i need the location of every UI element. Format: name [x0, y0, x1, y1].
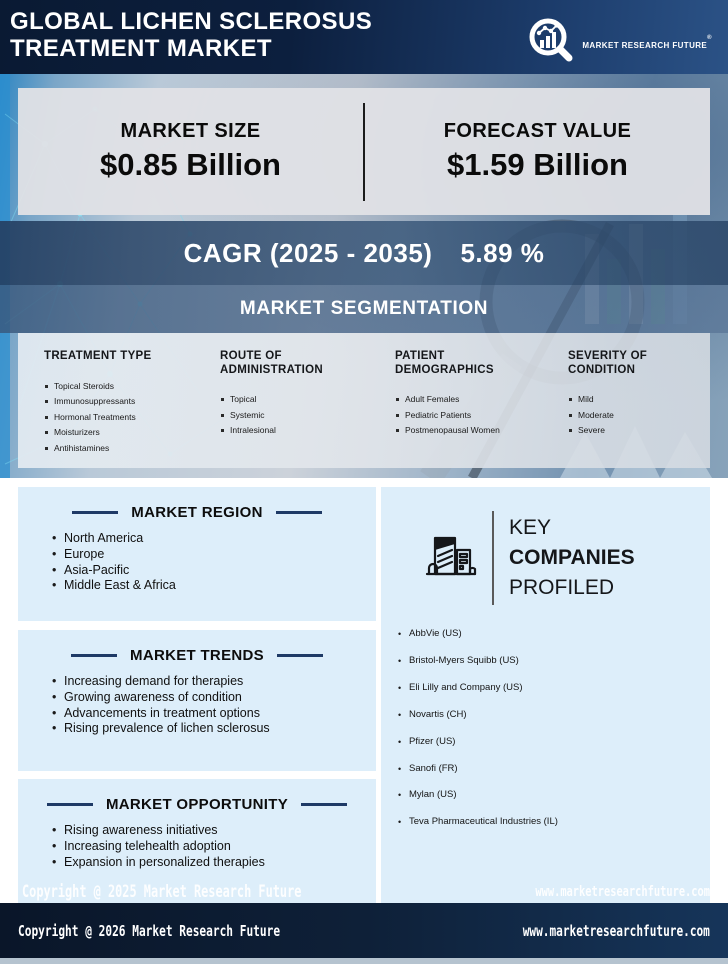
- list-item: • Asia-Pacific: [52, 563, 376, 579]
- list-item: Hormonal Treatments: [44, 410, 202, 426]
- segmentation-column-treatment-type: [26, 350, 202, 468]
- watermark-copyright: Copyright @ 2025 Market Research Future: [22, 882, 302, 902]
- list-item: • Advancements in treatment options: [52, 706, 376, 722]
- list-item: Adult Females: [395, 392, 550, 408]
- key-companies-card: [381, 487, 710, 903]
- segmentation-column-demographics: [377, 350, 550, 468]
- segmentation-list: [220, 392, 377, 439]
- list-item: • Increasing telehealth adoption: [52, 839, 376, 855]
- list-item: • AbbVie (US): [398, 621, 710, 648]
- title-dash-right: [276, 511, 322, 514]
- list-item: • Increasing demand for therapies: [52, 674, 376, 690]
- key-companies-title-line1: KEY: [509, 516, 552, 539]
- bottom-strip: [0, 958, 728, 964]
- list-item: • Growing awareness of condition: [52, 690, 376, 706]
- market-trends-list: [18, 674, 376, 737]
- brand-name: MARKET RESEARCH FUTURE®: [582, 35, 712, 50]
- market-region-list: [18, 531, 376, 594]
- list-item: Topical: [220, 392, 377, 408]
- list-item: • Rising prevalence of lichen sclerosus: [52, 721, 376, 737]
- list-item: • Sanofi (FR): [398, 756, 710, 783]
- stats-card: [18, 88, 710, 215]
- title-dash-left: [71, 654, 117, 657]
- mrf-logo-icon: [527, 16, 575, 69]
- card-title-row: [18, 779, 376, 813]
- list-item: Immunosuppressants: [44, 394, 202, 410]
- market-size-label: MARKET SIZE: [120, 120, 261, 142]
- segmentation-list: [44, 379, 202, 457]
- list-item: Mild: [568, 392, 704, 408]
- title-dash-left: [72, 511, 118, 514]
- companies-divider: [492, 511, 494, 605]
- list-item: Antihistamines: [44, 441, 202, 457]
- segmentation-list: [395, 392, 550, 439]
- list-item: Moderate: [568, 408, 704, 424]
- cagr-value: 5.89 %: [460, 237, 545, 268]
- key-companies-header: [381, 487, 710, 605]
- market-size-value: $0.85 Billion: [100, 147, 281, 182]
- market-region-title: MARKET REGION: [131, 504, 263, 521]
- forecast-value: $1.59 Billion: [447, 147, 628, 182]
- market-size-block: [18, 120, 363, 183]
- list-item: • Teva Pharmaceutical Industries (IL): [398, 809, 710, 836]
- registered-mark: ®: [707, 35, 712, 41]
- segmentation-column-route: [202, 350, 377, 468]
- list-item: • Europe: [52, 547, 376, 563]
- list-item: Severe: [568, 423, 704, 439]
- list-item: Postmenopausal Women: [395, 423, 550, 439]
- key-companies-title-line3: PROFILED: [509, 576, 615, 599]
- title-dash-left: [47, 803, 93, 806]
- hero-band: [0, 74, 728, 478]
- cagr-label: CAGR (2025 - 2035): [183, 237, 433, 268]
- list-item: • Mylan (US): [398, 782, 710, 809]
- brand-logo-block: [527, 16, 712, 69]
- market-region-card: [18, 487, 376, 621]
- cagr-band: [0, 221, 728, 285]
- list-item: Systemic: [220, 408, 377, 424]
- list-item: • Rising awareness initiatives: [52, 823, 376, 839]
- footer-website: www.marketresearchfuture.com: [522, 921, 710, 940]
- market-trends-card: [18, 630, 376, 771]
- key-companies-title: [509, 513, 635, 603]
- page-title-line2: TREATMENT MARKET: [10, 35, 272, 62]
- list-item: • Eli Lilly and Company (US): [398, 675, 710, 702]
- list-item: Pediatric Patients: [395, 408, 550, 424]
- segmentation-heading: ROUTE OF ADMINISTRATION: [220, 350, 324, 376]
- list-item: Intralesional: [220, 423, 377, 439]
- market-trends-title: MARKET TRENDS: [130, 647, 264, 664]
- title-dash-right: [301, 803, 347, 806]
- list-item: • Novartis (CH): [398, 702, 710, 729]
- footer-copyright: Copyright @ 2026 Market Research Future: [18, 921, 281, 940]
- list-item: • North America: [52, 531, 376, 547]
- list-item: • Pfizer (US): [398, 729, 710, 756]
- watermark-website: www.marketresearchfuture.com: [535, 884, 710, 900]
- page-title-line1: GLOBAL LICHEN SCLEROSUS: [10, 8, 373, 35]
- forecast-value-label: FORECAST VALUE: [443, 120, 632, 142]
- segmentation-card: [18, 333, 710, 468]
- list-item: Moisturizers: [44, 425, 202, 441]
- buildings-icon: [421, 528, 477, 589]
- card-title-row: [18, 487, 376, 521]
- page-title: [10, 8, 372, 62]
- list-item: Topical Steroids: [44, 379, 202, 395]
- key-companies-list: [381, 621, 710, 836]
- forecast-value-block: [365, 120, 710, 183]
- market-opportunity-list: [18, 823, 376, 870]
- segmentation-column-severity: [550, 350, 704, 468]
- market-opportunity-title: MARKET OPPORTUNITY: [105, 796, 289, 813]
- lower-section: [0, 478, 728, 903]
- segmentation-heading: PATIENT DEMOGRAPHICS: [395, 350, 494, 376]
- segmentation-list: [568, 392, 704, 439]
- list-item: • Expansion in personalized therapies: [52, 855, 376, 871]
- card-title-row: [18, 630, 376, 664]
- key-companies-title-line2: COMPANIES: [509, 546, 635, 569]
- segmentation-heading: SEVERITY OF CONDITION: [568, 350, 648, 376]
- list-item: • Bristol-Myers Squibb (US): [398, 648, 710, 675]
- segmentation-title-band: [0, 285, 728, 333]
- title-dash-right: [277, 654, 323, 657]
- list-item: • Middle East & Africa: [52, 578, 376, 594]
- footer: [0, 903, 728, 958]
- segmentation-heading: TREATMENT TYPE: [44, 350, 152, 362]
- segmentation-title: MARKET SEGMENTATION: [239, 298, 489, 319]
- header: [0, 0, 728, 74]
